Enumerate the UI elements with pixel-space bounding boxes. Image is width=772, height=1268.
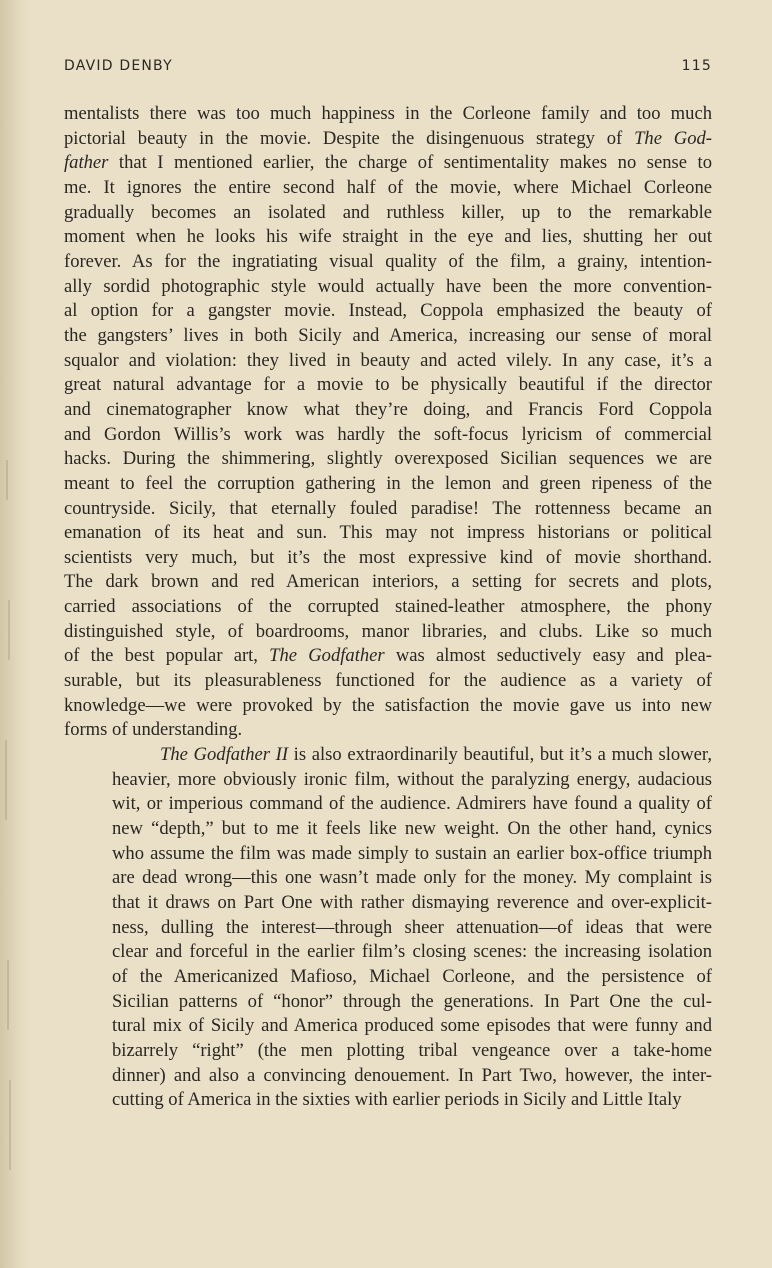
text-run: great natural advantage for a movie to be physically beautiful if the director — [64, 374, 712, 396]
text-line — [64, 891, 712, 916]
text-run: me. It ignores the entire second half of the movie, where Michael Corleone — [64, 176, 712, 198]
text-run: scientists very much, but it’s the most expressive kind of movie shorthand. — [64, 546, 712, 568]
text-run: was almost seductively easy and plea- — [384, 645, 712, 667]
text-run: gradually becomes an isolated and ruthless killer, up to the remarkable — [64, 201, 712, 223]
text-line — [64, 595, 712, 620]
text-line — [64, 1039, 712, 1064]
text-line — [64, 916, 712, 941]
book-page — [64, 58, 712, 1113]
paragraph — [64, 743, 712, 1113]
text-line — [64, 521, 712, 546]
text-run: new “depth,” but to me it feels like new weight. On the other hand, cynics — [112, 818, 712, 840]
text-line — [64, 275, 712, 300]
text-line — [64, 718, 712, 743]
text-run: squalor and violation: they lived in beauty and acted vilely. In any case, it’s a — [64, 349, 712, 371]
text-run: and Gordon Willis’s work was hardly the soft-focus lyricism of commercial — [64, 423, 712, 445]
text-run: emanation of its heat and sun. This may not impress historians or political — [64, 522, 712, 544]
book-gutter-shadow — [0, 0, 30, 1268]
italic-title: The Godfather II — [160, 744, 289, 766]
text-run: that I mentioned earlier, the charge of sentimentality makes no sense to — [108, 152, 712, 174]
text-line — [64, 225, 712, 250]
text-run: forms of understanding. — [64, 719, 243, 741]
text-run: pictorial beauty in the movie. Despite the disingenuous strategy of — [64, 127, 635, 149]
text-run: dinner) and also a convincing denouement. In Part Two, however, the inter- — [112, 1064, 712, 1086]
text-run: al option for a gangster movie. Instead, Coppola emphasized the beauty of — [64, 300, 712, 322]
text-run: the gangsters’ lives in both Sicily and America, increasing our sense of moral — [64, 324, 712, 346]
text-line — [64, 669, 712, 694]
text-line — [64, 570, 712, 595]
body-text — [64, 102, 712, 1113]
text-run: clear and forceful in the earlier film’s closing scenes: the increasing isolation — [112, 941, 712, 963]
text-run: are dead wrong—this one wasn’t made only for the money. My complaint is — [112, 867, 712, 889]
text-run: The dark brown and red American interiors, a setting for secrets and plots, — [64, 571, 712, 593]
text-run: surable, but its pleasurableness functioned for the audience as a variety of — [64, 670, 712, 692]
text-line — [64, 472, 712, 497]
paragraph — [64, 102, 712, 743]
text-run: cutting of America in the sixties with earlier periods in Sicily and Little Italy — [112, 1089, 682, 1111]
text-line — [64, 866, 712, 891]
running-head — [64, 58, 712, 86]
text-line — [64, 398, 712, 423]
italic-title: The Godfather — [269, 645, 385, 667]
text-line — [64, 792, 712, 817]
text-line — [64, 497, 712, 522]
italic-title: The God- — [634, 127, 712, 149]
text-run: Sicilian patterns of “honor” through the generations. In Part One the cul- — [112, 990, 712, 1012]
text-line — [64, 768, 712, 793]
italic-title: father — [64, 152, 109, 174]
text-run: bizarrely “right” (the men plotting tribal vengeance over a take-home — [112, 1039, 712, 1061]
running-head-author: DAVID DENBY — [64, 58, 173, 74]
text-run: meant to feel the corruption gathering in the lemon and green ripeness of the — [64, 472, 712, 494]
text-run: countryside. Sicily, that eternally fouled paradise! The rottenness became an — [64, 497, 712, 519]
text-run: knowledge—we were provoked by the satisfaction the movie gave us into new — [64, 694, 712, 716]
text-run: forever. As for the ingratiating visual quality of the film, a grainy, intention- — [64, 250, 712, 272]
text-line — [64, 743, 712, 768]
text-run: tural mix of Sicily and America produced some episodes that were funny and — [112, 1015, 712, 1037]
text-line — [64, 620, 712, 645]
text-run: and cinematographer know what they’re doing, and Francis Ford Coppola — [64, 398, 712, 420]
text-line — [64, 423, 712, 448]
text-run: is also extraordinarily beautiful, but it’s a much slower, — [288, 744, 713, 766]
gutter-mark — [9, 1080, 11, 1170]
text-run: of the best popular art, — [64, 645, 270, 667]
text-run: of the Americanized Mafioso, Michael Corleone, and the persistence of — [112, 965, 712, 987]
text-run: mentalists there was too much happiness in the Corleone family and too much — [64, 103, 712, 124]
text-line — [64, 1064, 712, 1089]
text-line — [64, 250, 712, 275]
text-line — [64, 965, 712, 990]
text-line — [64, 324, 712, 349]
text-run: that it draws on Part One with rather dismaying reverence and over-explicit- — [112, 892, 712, 913]
text-line — [64, 842, 712, 867]
text-line — [64, 349, 712, 374]
text-line — [64, 447, 712, 472]
text-line — [64, 151, 712, 176]
text-run: distinguished style, of boardrooms, manor libraries, and clubs. Like so much — [64, 620, 712, 642]
text-line — [64, 176, 712, 201]
text-line — [64, 1088, 712, 1113]
text-line — [64, 817, 712, 842]
text-line — [64, 201, 712, 226]
gutter-mark — [7, 960, 9, 1030]
text-run: hacks. During the shimmering, slightly overexposed Sicilian sequences we are — [64, 448, 712, 470]
text-line — [64, 299, 712, 324]
text-line — [64, 102, 712, 127]
text-line — [64, 373, 712, 398]
text-line — [64, 546, 712, 571]
text-line — [64, 644, 712, 669]
text-run: heavier, more obviously ironic film, without the paralyzing energy, audacious — [112, 768, 712, 790]
text-line — [64, 127, 712, 152]
text-run: carried associations of the corrupted stained-leather atmosphere, the phony — [64, 596, 712, 618]
text-run: ness, dulling the interest—through sheer attenuation—of ideas that were — [112, 916, 712, 938]
text-run: moment when he looks his wife straight in the eye and lies, shutting her out — [64, 226, 712, 248]
page-number: 115 — [681, 58, 712, 74]
text-line — [64, 990, 712, 1015]
text-line — [64, 694, 712, 719]
text-line — [64, 940, 712, 965]
gutter-mark — [6, 460, 8, 500]
gutter-mark — [8, 600, 10, 660]
text-line — [64, 1014, 712, 1039]
text-run: wit, or imperious command of the audience. Admirers have found a quality of — [112, 793, 712, 815]
gutter-mark — [5, 740, 7, 820]
text-run: ally sordid photographic style would actually have been the more convention- — [64, 275, 712, 297]
text-run: who assume the film was made simply to sustain an earlier box-office triumph — [112, 842, 712, 864]
